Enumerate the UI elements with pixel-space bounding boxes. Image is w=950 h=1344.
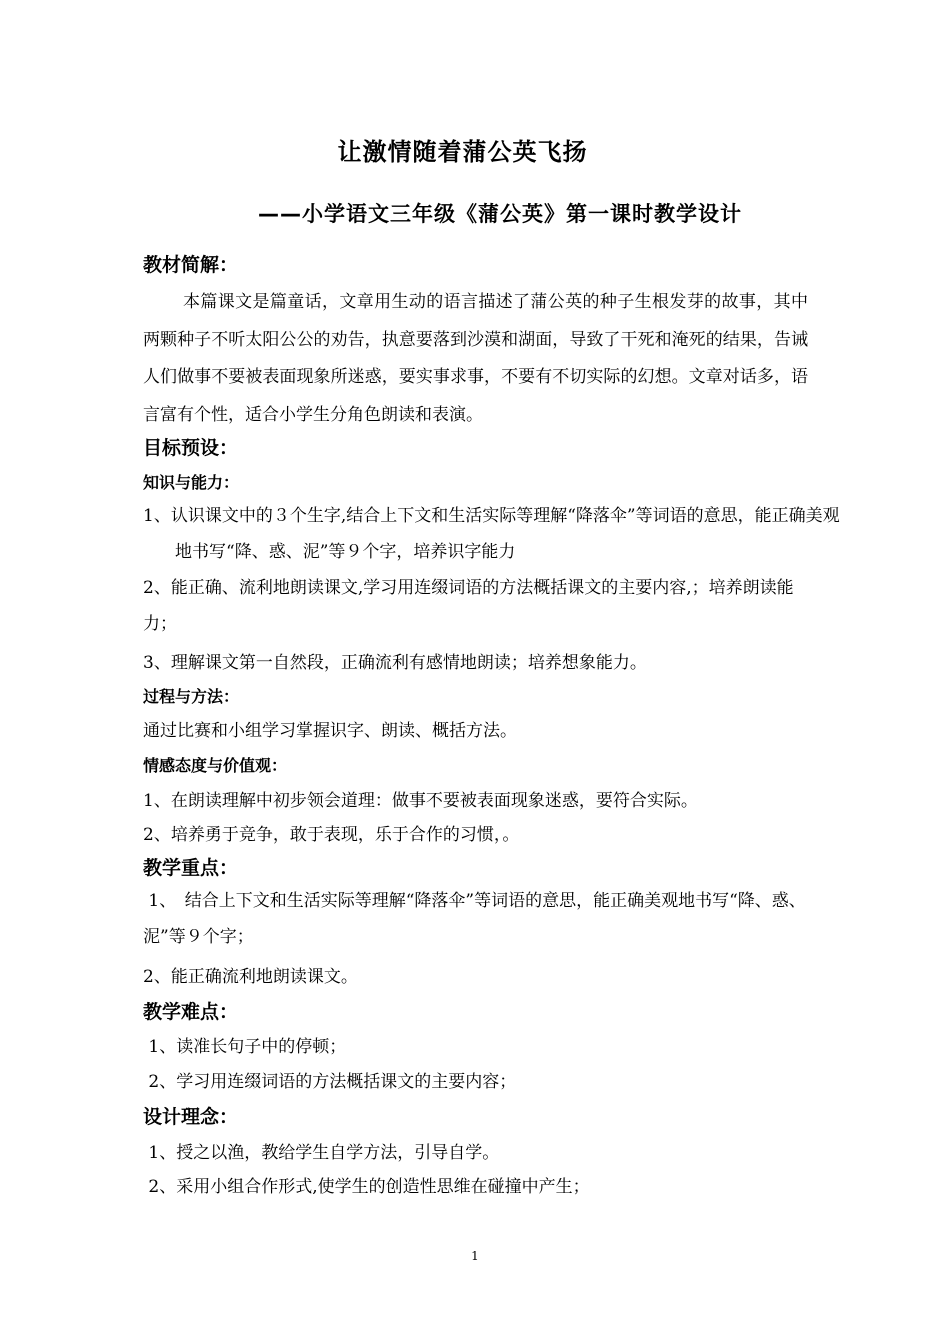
heading-emotion: 情感态度与价值观： (143, 756, 288, 775)
knowledge-item-1: 1、认识课文中的３个生字,结合上下文和生活实际等理解“降落伞”等词语的意思，能正确美观地书写“降、惑、泥”等９个字，培养识字能力 (143, 506, 840, 562)
heading-difficulties: 教学难点： (143, 1001, 239, 1023)
document-title: 让激情随着蒲公英飞扬 (337, 138, 588, 166)
heading-key-points: 教学重点： (143, 857, 239, 879)
concept-item-2: 2、采用小组合作形式,使学生的创造性思维在碰撞中产生； (143, 1177, 590, 1197)
difficulty-item-1: 1、读准长句子中的停顿； (143, 1037, 347, 1057)
difficulty-item-2: 2、学习用连缀词语的方法概括课文的主要内容； (143, 1072, 517, 1092)
heading-goals: 目标预设： (143, 437, 239, 459)
key-point-item-2: 2、能正确流利地朗读课文。 (143, 967, 358, 987)
material-paragraph: 本篇课文是篇童话，文章用生动的语言描述了蒲公英的种子生根发芽的故事，其中两颗种子不听太阳公公的劝告，执意要落到沙漠和湖面，导致了干死和淹死的结果，告诫人们做事不要被表面现象所迷惑，要实事求事，不要有不切实际的幻想。文章对话多，语言富有个性，适合小学生分角色朗读和表演。 (143, 292, 808, 425)
emotion-item-2: 2、培养勇于竞争，敢于表现，乐于合作的习惯，。 (143, 825, 520, 845)
heading-process: 过程与方法： (143, 687, 240, 706)
emotion-item-1: 1、在朗读理解中初步领会道理：做事不要被表面现象迷惑，要符合实际。 (143, 791, 698, 811)
process-text: 通过比赛和小组学习掌握识字、朗读、概括方法。 (143, 721, 517, 741)
knowledge-item-3: 3、理解课文第一自然段，正确流利有感情地朗读；培养想象能力。 (143, 653, 647, 673)
page-number: 1 (471, 1249, 479, 1263)
document-subtitle: ——小学语文三年级《蒲公英》第一课时教学设计 (258, 202, 742, 226)
concept-item-1: 1、授之以渔，教给学生自学方法，引导自学。 (143, 1143, 500, 1163)
knowledge-item-2: 2、能正确、流利地朗读课文,学习用连缀词语的方法概括课文的主要内容,；培养朗读能力； (143, 578, 794, 634)
heading-knowledge: 知识与能力： (143, 473, 240, 492)
key-point-item-1: 1、 结合上下文和生活实际等理解“降落伞”等词语的意思，能正确美观地书写“降、惑、泥”等９个字； (143, 891, 806, 947)
heading-material: 教材简解： (143, 254, 239, 276)
heading-concept: 设计理念： (143, 1106, 239, 1128)
